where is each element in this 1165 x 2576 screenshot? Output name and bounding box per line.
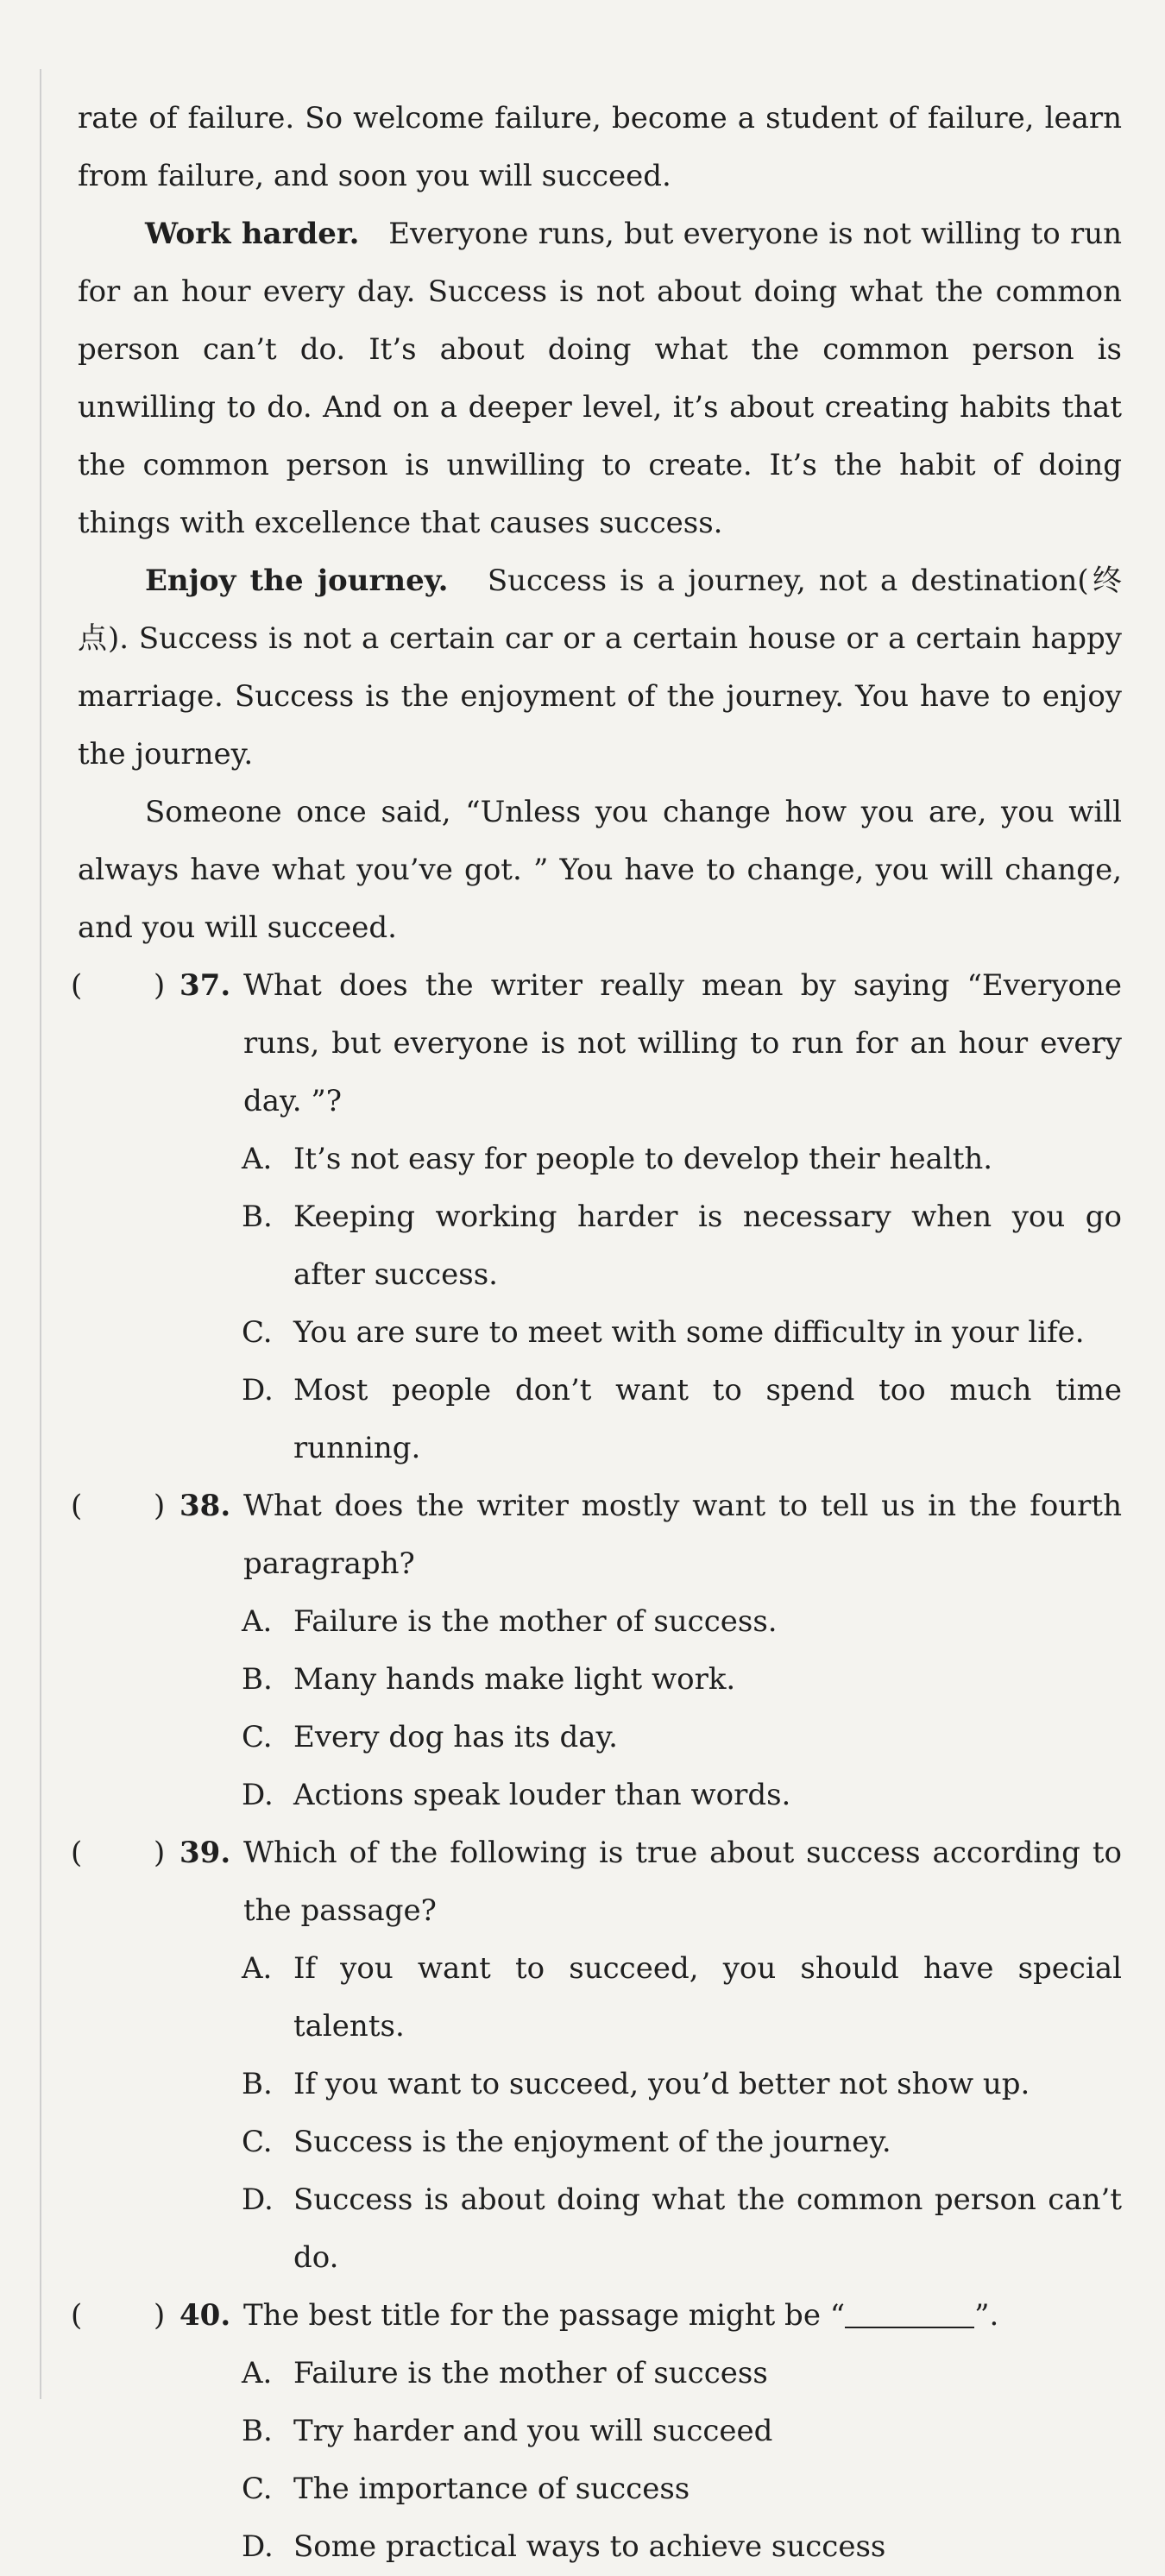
option-text: Some practical ways to achieve success: [293, 2529, 886, 2564]
option-c: [78, 1709, 1122, 1767]
option-d: [78, 1767, 1122, 1824]
question-38: [71, 1477, 1122, 1824]
option-text: The importance of success: [293, 2472, 690, 2506]
option-c: [78, 2460, 1122, 2518]
option-b: [78, 2056, 1122, 2113]
option-letter: B.: [242, 2414, 273, 2448]
option-letter: C.: [242, 2125, 273, 2159]
option-text: Failure is the mother of success: [293, 2356, 768, 2390]
paragraph-1: rate of failure. So welcome failure, become a student of failure, learn from failure, and soon you will succeed.: [78, 101, 1122, 193]
option-text: Actions speak louder than words.: [293, 1778, 791, 1812]
question-number: 38.: [179, 1489, 231, 1523]
option-letter: A.: [242, 2356, 273, 2390]
option-d: [78, 2518, 1122, 2576]
option-letter: A.: [242, 1604, 273, 1639]
paragraph-2-heading: Work harder.: [145, 217, 360, 251]
option-letter: D.: [242, 2182, 274, 2217]
question-number: 39.: [179, 1836, 231, 1870]
question-number: 40.: [179, 2298, 231, 2333]
option-b: [78, 1188, 1122, 1304]
question-39: [71, 1824, 1122, 2287]
question-40: [71, 2287, 1122, 2576]
option-d: [78, 2171, 1122, 2287]
option-text: Every dog has its day.: [293, 1720, 618, 1754]
paragraph-3-body: Success is a journey, not a destination(终点). Success is not a certain car or a certain house or a certain happy marriage. Success is the enjoyment of the journey. You have to enjoy the journey.: [78, 564, 1122, 772]
option-c: [78, 1304, 1122, 1362]
margin-line: [40, 69, 41, 2399]
question-stem: ( ) 38. What does the writer mostly want to tell us in the fourth paragraph?: [78, 1477, 1122, 1593]
option-a: [78, 1131, 1122, 1188]
paragraph-2: [78, 205, 1122, 552]
option-letter: B.: [242, 2067, 273, 2101]
option-d: [78, 1362, 1122, 1477]
question-text: What does the writer mostly want to tell us in the fourth paragraph?: [243, 1489, 1122, 1581]
option-letter: B.: [242, 1200, 273, 1234]
option-letter: C.: [242, 1315, 273, 1350]
option-text: Many hands make light work.: [293, 1662, 736, 1697]
option-letter: C.: [242, 2472, 273, 2506]
option-letter: A.: [242, 1951, 273, 1986]
question-text: The best title for the passage might be “ ”.: [243, 2287, 1122, 2345]
option-b: [78, 2403, 1122, 2460]
option-text: It’s not easy for people to develop their health.: [293, 1142, 993, 1176]
option-text: You are sure to meet with some difficulty in your life.: [293, 1315, 1085, 1350]
option-a: [78, 1940, 1122, 2056]
question-number: 37.: [179, 968, 231, 1003]
option-a: [78, 2345, 1122, 2403]
option-letter: C.: [242, 1720, 273, 1754]
option-text: Most people don’t want to spend too much time running.: [293, 1373, 1122, 1465]
paragraph-3-heading: Enjoy the journey.: [145, 564, 449, 598]
reading-passage: [71, 90, 1123, 2576]
option-text: Keeping working harder is necessary when you go after success.: [293, 1200, 1122, 1292]
question-stem: ( ) 39. Which of the following is true about success according to the passage?: [78, 1824, 1122, 1940]
title-blank[interactable]: [845, 2292, 974, 2328]
question-37: [71, 957, 1122, 1477]
option-letter: D.: [242, 1373, 274, 1408]
paragraph-2-body: Everyone runs, but everyone is not willing to run for an hour every day. Success is not about doing what the common person can’t do. It’s about doing what the common person is unwilling to do. And on a deeper level, it’s about creating habits that the common person is unwilling to create. It’s the habit of doing things with excellence that causes success.: [78, 217, 1123, 540]
option-letter: A.: [242, 1142, 273, 1176]
option-b: [78, 1651, 1122, 1709]
option-c: [78, 2113, 1122, 2171]
option-text: Success is about doing what the common person can’t do.: [293, 2182, 1122, 2275]
question-stem: ( ) 37. What does the writer really mean by saying “Everyone runs, but everyone is not willing to run for an hour every day. ”?: [78, 957, 1122, 1131]
option-text: Try harder and you will succeed: [293, 2414, 773, 2448]
option-letter: B.: [242, 1662, 273, 1697]
option-text: If you want to succeed, you’d better not show up.: [293, 2067, 1030, 2101]
question-stem: ( ) 40. The best title for the passage might be “ ”.: [78, 2287, 1122, 2345]
option-a: [78, 1593, 1122, 1651]
paragraph-3: [78, 552, 1122, 784]
option-text: If you want to succeed, you should have special talents.: [293, 1951, 1122, 2044]
option-letter: D.: [242, 2529, 274, 2564]
question-text: What does the writer really mean by saying “Everyone runs, but everyone is not willing to run for an hour every day. ”?: [243, 968, 1122, 1118]
option-text: Failure is the mother of success.: [293, 1604, 778, 1639]
option-text: Success is the enjoyment of the journey.: [293, 2125, 891, 2159]
paragraph-4: Someone once said, “Unless you change how you are, you will always have what you’ve got. ” You have to change, you will change, and you will succeed.: [78, 795, 1122, 945]
question-text: Which of the following is true about success according to the passage?: [243, 1836, 1122, 1928]
option-letter: D.: [242, 1778, 274, 1812]
